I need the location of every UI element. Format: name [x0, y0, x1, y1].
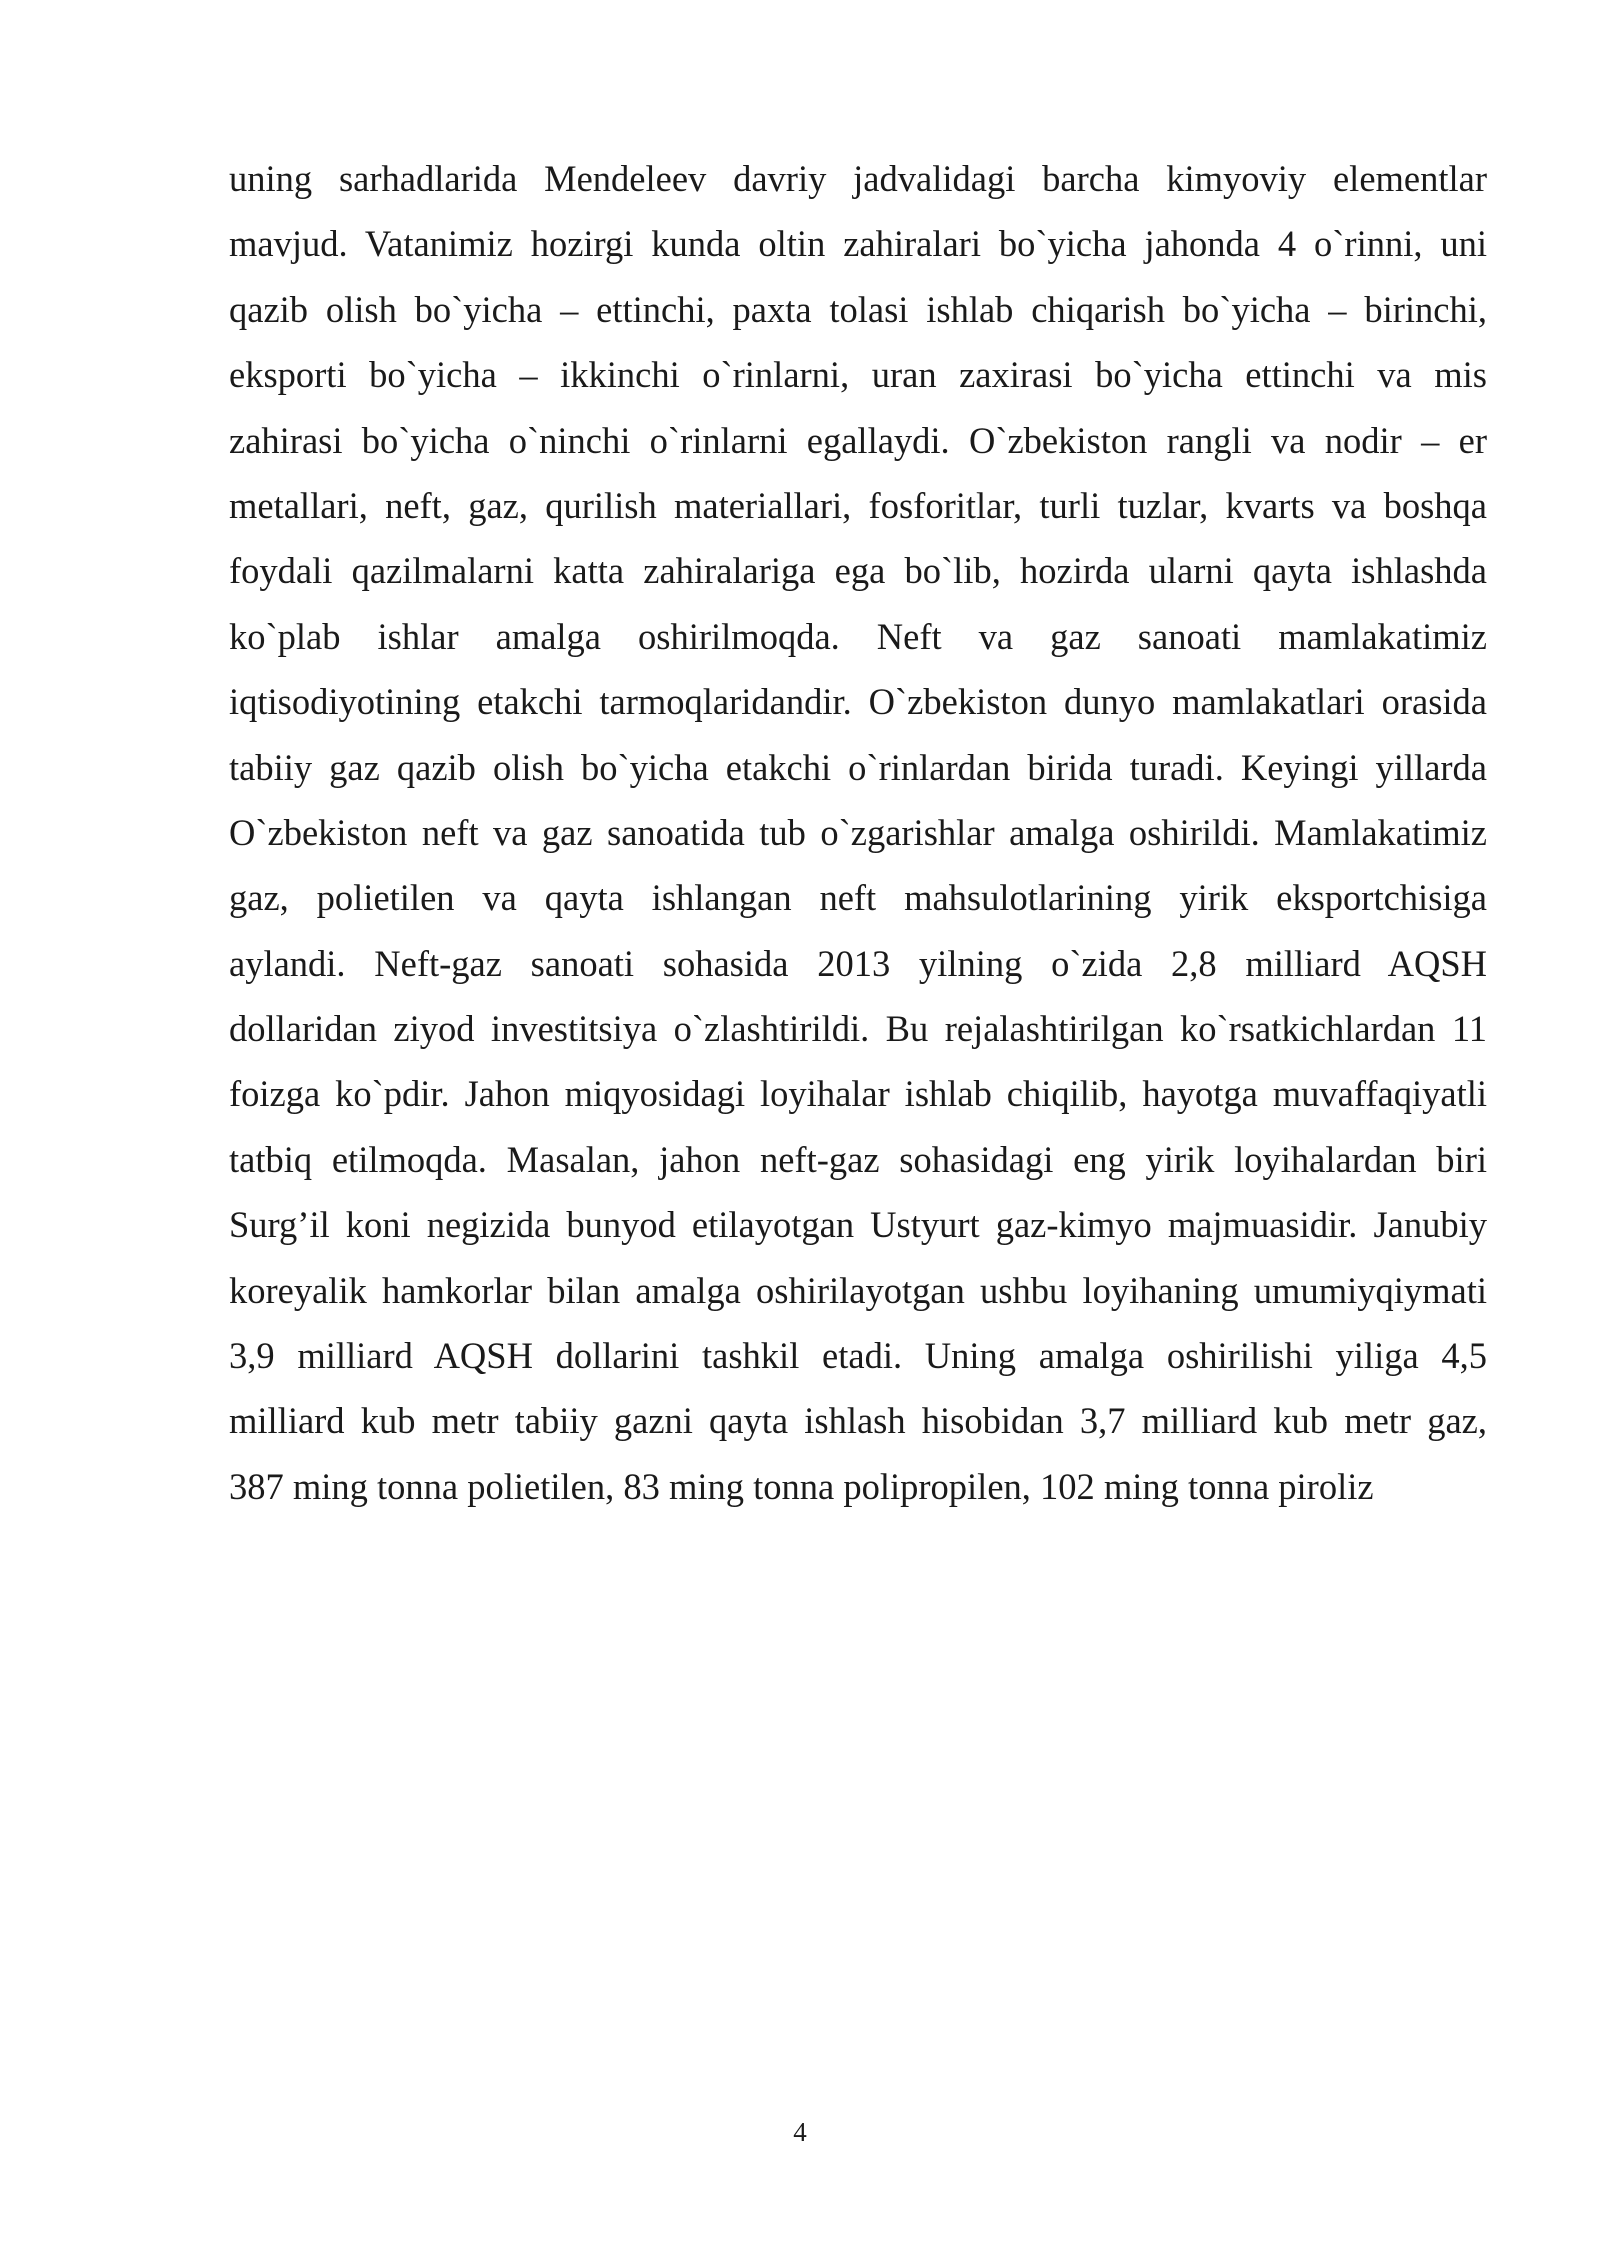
text-line: O`zbekiston neft va gaz sanoatida tub o`zgarishlar amalga oshirildi. Mamlakatimiz [229, 811, 1487, 853]
text-line: milliard kub metr tabiiy gazni qayta ishlash hisobidan 3,7 milliard kub metr gaz, [229, 1400, 1487, 1442]
text-line: tatbiq etilmoqda. Masalan, jahon neft-gaz sohasidagi eng yirik loyihalardan biri [229, 1138, 1487, 1180]
text-line: iqtisodiyotining etakchi tarmoqlaridandir. O`zbekiston dunyo mamlakatlari orasida [229, 681, 1487, 723]
text-line: gaz, polietilen va qayta ishlangan neft mahsulotlarining yirik eksportchisiga [229, 877, 1487, 919]
text-line: koreyalik hamkorlar bilan amalga oshirilayotgan ushbu loyihaning umumiyqiymati [229, 1269, 1487, 1311]
body-paragraph [229, 146, 1487, 1519]
text-line: eksporti bo`yicha – ikkinchi o`rinlarni, uran zaxirasi bo`yicha ettinchi va mis [229, 354, 1487, 396]
text-line: mavjud. Vatanimiz hozirgi kunda oltin zahiralari bo`yicha jahonda 4 o`rinni, uni [229, 223, 1487, 265]
text-line: aylandi. Neft-gaz sanoati sohasida 2013 yilning o`zida 2,8 milliard AQSH [229, 942, 1487, 984]
text-line: metallari, neft, gaz, qurilish materiallari, fosforitlar, turli tuzlar, kvarts va boshqa [229, 484, 1487, 526]
page-number: 4 [793, 2117, 807, 2147]
text-line: foizga ko`pdir. Jahon miqyosidagi loyihalar ishlab chiqilib, hayotga muvaffaqiyatli [229, 1073, 1487, 1115]
text-line: dollaridan ziyod investitsiya o`zlashtirildi. Bu rejalashtirilgan ko`rsatkichlardan 11 [229, 1008, 1487, 1050]
text-line: 387 ming tonna polietilen, 83 ming tonna polipropilen, 102 ming tonna piroliz [229, 1465, 1374, 1507]
text-line: foydali qazilmalarni katta zahiralariga ega bo`lib, hozirda ularni qayta ishlashda [229, 550, 1487, 592]
text-line: zahirasi bo`yicha o`ninchi o`rinlarni egallaydi. O`zbekiston rangli va nodir – er [229, 419, 1487, 461]
text-line: qazib olish bo`yicha – ettinchi, paxta tolasi ishlab chiqarish bo`yicha – birinchi, [229, 288, 1487, 330]
text-line: ko`plab ishlar amalga oshirilmoqda. Neft va gaz sanoati mamlakatimiz [229, 615, 1487, 657]
text-line: uning sarhadlarida Mendeleev davriy jadvalidagi barcha kimyoviy elementlar [229, 158, 1487, 199]
text-line: tabiiy gaz qazib olish bo`yicha etakchi o`rinlardan birida turadi. Keyingi yillarda [229, 746, 1487, 788]
text-line: Surg’il koni negizida bunyod etilayotgan Ustyurt gaz-kimyo majmuasidir. Janubiy [229, 1204, 1487, 1246]
text-line: 3,9 milliard AQSH dollarini tashkil etadi. Uning amalga oshirilishi yiliga 4,5 [229, 1335, 1487, 1377]
